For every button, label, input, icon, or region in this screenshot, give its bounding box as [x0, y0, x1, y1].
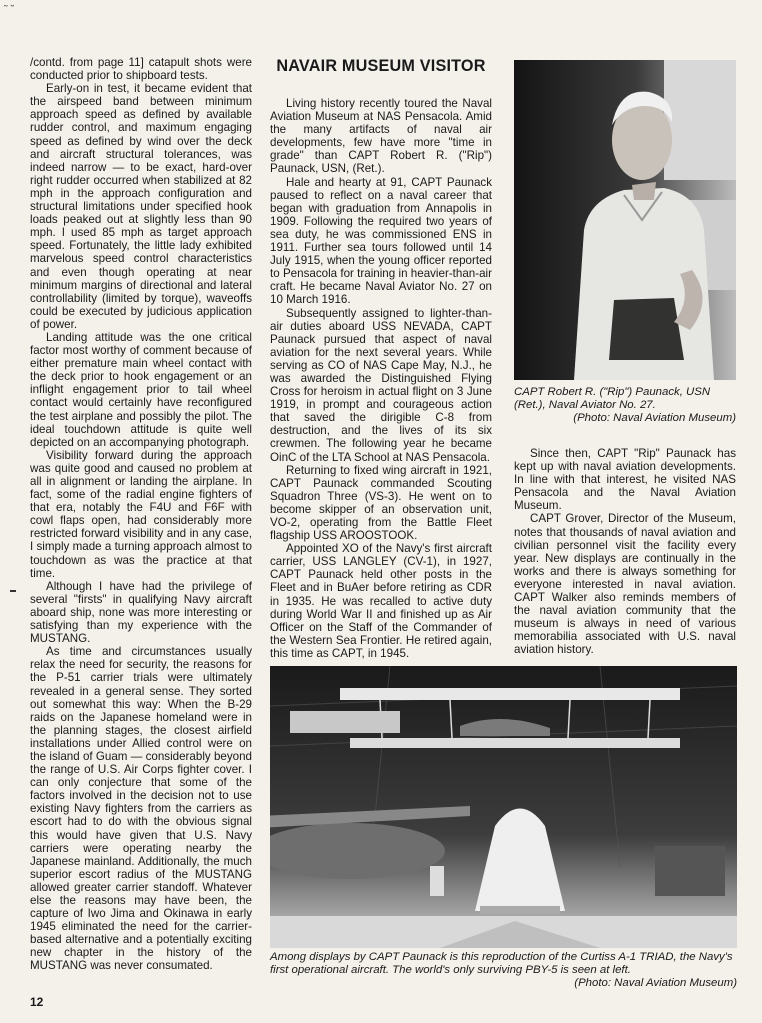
margin-mark — [10, 590, 16, 592]
article-paragraph: Hale and hearty at 91, CAPT Paunack paused to reflect on a naval career that began with graduation from Annapolis in 1909. Following the required two years of sea duty, he was commissioned ENS in 1911. Further sea tours followed until 14 July 1915, when the young officer reported to Pensacola for training in heavier-than-air craft. He became Naval Aviator No. 27 on 10 March 1916. — [270, 175, 492, 307]
museum-illustration — [270, 666, 737, 948]
page-number: 12 — [30, 995, 44, 1009]
portrait-photo — [514, 60, 736, 380]
museum-photo — [270, 666, 737, 948]
left-paragraph: Visibility forward during the approach was quite good and caused no problem at all in alignment or landing the airplane. In fact, some of the radial engine fighters of that era, notably the F4U and F6F with cowl flaps open, had considerably more restricted forward visibility and in any case, I simply made a turning approach almost to touchdown as was the practice at that time. — [30, 448, 252, 580]
portrait-caption-text: CAPT Robert R. ("Rip") Paunack, USN (Ret.), Naval Aviator No. 27. — [514, 386, 711, 412]
left-paragraph: Landing attitude was the one critical factor most worthy of comment because of either premature main wheel contact with the deck prior to hook engagement or an inflight engagement prior to tail wheel contact would certainly have reconfigured the test airplane and possibly the pilot. The ideal touchdown attitude is quite well depicted on an accompanying photograph. — [30, 330, 252, 449]
article-paragraph: CAPT Grover, Director of the Museum, notes that thousands of naval aviation and civilian personnel visit the facility every year. New displays are continually in the works and there is always something for everyone interested in naval aviation. CAPT Walker also reminds members of the naval aviation community that the museum is always in need of various memorabilia associated with U.S. naval aviation history. — [514, 512, 736, 657]
museum-caption — [270, 951, 737, 991]
corner-mark: ˜ ˘ — [4, 4, 15, 16]
article-headline: NAVAIR MUSEUM VISITOR — [276, 57, 486, 75]
article-paragraph: Subsequently assigned to lighter-than-air duties aboard USS NEVADA, CAPT Paunack pursued that aspect of naval aviation for the next several years. While serving as CO of NAS Cape May, N.J., he was awarded the Distinguished Flying Cross for heroism in actual flight on 3 June 1919, in prompt and courageous action that saved the dirigible C-8 from destruction, and the lives of its six crewmen. The following year he became OinC of the LTA School at NAS Pensacola. — [270, 306, 492, 464]
right-column — [514, 447, 736, 657]
left-paragraph: /contd. from page 11] catapult shots were conducted prior to shipboard tests. — [30, 56, 252, 83]
left-column — [30, 56, 252, 973]
middle-column — [270, 97, 492, 660]
museum-caption-text: Among displays by CAPT Paunack is this reproduction of the Curtiss A-1 TRIAD, the Navy's first operational aircraft. The world's only surviving PBY-5 is seen at left. — [270, 951, 733, 977]
portrait-illustration — [514, 60, 736, 380]
portrait-caption — [514, 386, 736, 426]
portrait-photo-credit: (Photo: Naval Aviation Museum) — [573, 412, 736, 425]
article-paragraph: Living history recently toured the Naval Aviation Museum at NAS Pensacola. Amid the many artifacts of naval air developments, few have more "time in grade" than CAPT Robert R. ("Rip") Paunack, USN, (Ret.). — [270, 97, 492, 176]
left-paragraph: As time and circumstances usually relax the need for security, the reasons for the P-51 carrier trials were ultimately revealed in a general sense. They sorted out somewhat this way: When the B-29 raids on the Japanese homeland were in the planning stages, the closest airfield installations under Allied control were on the island of Guam — considerably beyond the range of U.S. Air Corps fighter cover. I can only conjecture that some of the factors involved in the decision not to use existing Navy fighters from the carriers as escort had to do with the obvious signal this would have given that U.S. Navy carriers were operating nearby the Japanese mainland. Additionally, the much superior escort radius of the MUSTANG allowed greater carrier standoff. Whatever else the reasons may have been, the capture of Iwo Jima and Okinawa in early 1945 eliminated the need for the carrier-based alternative and a potentially exciting new chapter in the history of the MUSTANG was never consumated. — [30, 645, 252, 973]
museum-photo-credit: (Photo: Naval Aviation Museum) — [574, 977, 737, 990]
article-paragraph: Appointed XO of the Navy's first aircraft carrier, USS LANGLEY (CV-1), in 1927, CAPT Paunack held other posts in the Fleet and in BuAer before retiring as CDR in 1935. He was recalled to active duty during World War II and finished up as Air Officer on the Staff of the Commander of the Western Sea Frontier. He retired again, this time as CAPT, in 1945. — [270, 542, 492, 660]
left-paragraph: Early-on in test, it became evident that the airspeed band between minimum approach speed as defined by available rudder control, and maximum engaging speed as defined by wind over the deck and aircraft structural tolerances, was indeed narrow — to be exact, hard-over right rudder occurred when stabilized at 82 mph in the approach configuration and structural limitations under specified hook loads peaked out at slightly less than 90 mph. I used 85 mph as target approach speed. Fortunately, the little lady exhibited marvelous speed control characteristics and even though operating at near minimum margins of directional and lateral controllability (limited by torque), waveoffs could be executed by judicious application of power. — [30, 82, 252, 331]
article-paragraph: Returning to fixed wing aircraft in 1921, CAPT Paunack commanded Scouting Squadron Three (VS-3). He went on to become skipper of an observation unit, VO-2, operating from the Battle Fleet flagship USS AROOSTOOK. — [270, 463, 492, 543]
article-paragraph: Since then, CAPT "Rip" Paunack has kept up with naval aviation developments. In line with that interest, he visited NAS Pensacola and the Naval Aviation Museum. — [514, 447, 736, 513]
left-paragraph: Although I have had the privilege of several "firsts" in qualifying Navy aircraft aboard ship, none was more interesting or satisfying than my experience with the MUSTANG. — [30, 579, 252, 646]
